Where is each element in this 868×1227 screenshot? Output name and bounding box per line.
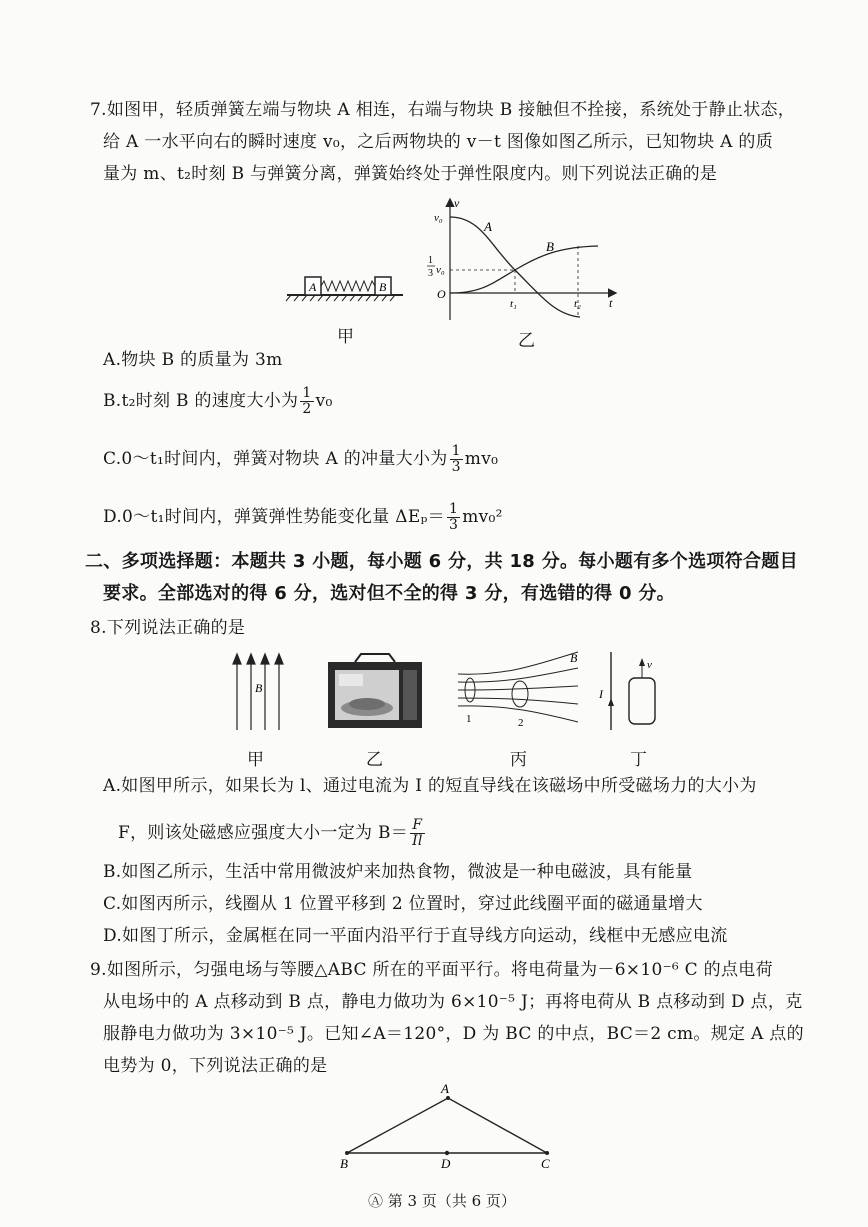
q9-stem-line-2: 从电场中的 A 点移动到 B 点，静电力做功为 6×10⁻⁵ J；再将电荷从 B 点移动到 D 点，克 [103,992,803,1012]
q7-fig-yi-vt-graph [420,195,620,325]
third-v0: v₀ [436,264,445,276]
q8-fig-ding-wire-frame [595,650,665,735]
q7-fig-jia-spring-blocks [285,265,405,305]
vertex-b-label: B [340,1156,348,1171]
velocity-label: v [647,659,652,671]
q7-fig-yi-caption: 乙 [518,331,535,351]
t1-label: t₁ [510,298,517,310]
q9-fig-triangle-abc [335,1078,560,1173]
q9-stem-line-1: 9.如图所示，匀强电场与等腰△ABC 所在的平面平行。将电荷量为－6×10⁻⁶ C 的点电荷 [90,960,773,980]
page-footer: Ⓐ 第 3 页（共 6 页） [368,1192,516,1210]
q7-stem-line-1: 7.如图甲，轻质弹簧左端与物块 A 相连，右端与物块 B 接触但不拴接，系统处于静止状态， [90,100,796,120]
section-2-heading-line-1: 二、多项选择题：本题共 3 小题，每小题 6 分，共 18 分。每小题有多个选项符合题目 [85,551,798,572]
t2-label: t₂ [574,298,581,310]
curve-b-label: B [546,239,554,254]
b-label-bing: B [570,651,578,665]
position-2-label: 2 [518,717,524,729]
b-label-jia: B [255,681,263,695]
curve-b [450,246,598,293]
origin-label: O [437,287,446,301]
q8-option-a-line-2: F，则该处磁感应强度大小一定为 B＝ $\frac{F}{Il}$ [118,817,423,849]
q9-stem-line-4: 电势为 0，下列说法正确的是 [103,1056,328,1076]
block-a-label: A [309,280,317,294]
q8-stem: 8.下列说法正确的是 [90,618,246,638]
curve-a-label: A [484,219,492,234]
q8-option-b: B.如图乙所示，生活中常用微波炉来加热食物，微波是一种电磁波，具有能量 [103,862,693,882]
q8-caption-bing: 丙 [510,750,527,770]
q8-fig-jia-field-lines [225,650,285,732]
vertex-c-label: C [541,1156,550,1171]
q7-stem-line-3: 量为 m、t₂时刻 B 与弹簧分离，弹簧始终处于弹性限度内。则下列说法正确的是 [103,164,718,184]
q8-fig-bing-diverging-field [448,650,588,735]
third-num: 1 [428,255,433,266]
q7-option-d: D.0～t₁时间内，弹簧弹性势能变化量 ΔEₚ＝ $\frac{1}{3}$ mv₀² [103,501,503,533]
q7-option-a: A.物块 B 的质量为 3m [103,350,283,370]
axis-v-label: v [454,196,460,210]
q7-fig-jia-caption: 甲 [337,327,354,347]
current-label: I [599,687,603,701]
q8-fig-yi-microwave [325,652,425,732]
q7-option-c: C.0～t₁时间内，弹簧对物块 A 的冲量大小为 $\frac{1}{3}$ mv₀ [103,443,499,475]
q8-option-a-line-1: A.如图甲所示，如果长为 l、通过电流为 I 的短直导线在该磁场中所受磁场力的大小为 [103,776,757,796]
third-den: 3 [428,268,433,279]
q8-option-d: D.如图丁所示，金属框在同一平面内沿平行于直导线方向运动，线框中无感应电流 [103,926,728,946]
q8-caption-yi: 乙 [366,750,383,770]
section-2-heading-line-2: 要求。全部选对的得 6 分，选对但不全的得 3 分，有选错的得 0 分。 [103,583,675,604]
q7-stem-line-2: 给 A 一水平向右的瞬时速度 v₀，之后两物块的 v－t 图像如图乙所示，已知物块 A 的质 [103,132,774,152]
midpoint-d-label: D [441,1156,451,1171]
position-1-label: 1 [466,713,472,725]
axis-t-label: t [609,296,613,310]
v0-label: v₀ [434,212,443,224]
vertex-a-label: A [441,1081,449,1096]
q8-caption-ding: 丁 [630,750,647,770]
q9-stem-line-3: 服静电力做功为 3×10⁻⁵ J。已知∠A＝120°，D 为 BC 的中点，BC＝2 cm。规定 A 点的 [103,1024,804,1044]
q8-option-c: C.如图丙所示，线圈从 1 位置平移到 2 位置时，穿过此线圈平面的磁通量增大 [103,894,703,914]
q7-option-b: B.t₂时刻 B 的速度大小为 $\frac{1}{2}$ v₀ [103,385,333,417]
q8-caption-jia: 甲 [247,750,264,770]
block-b-label: B [379,280,387,294]
